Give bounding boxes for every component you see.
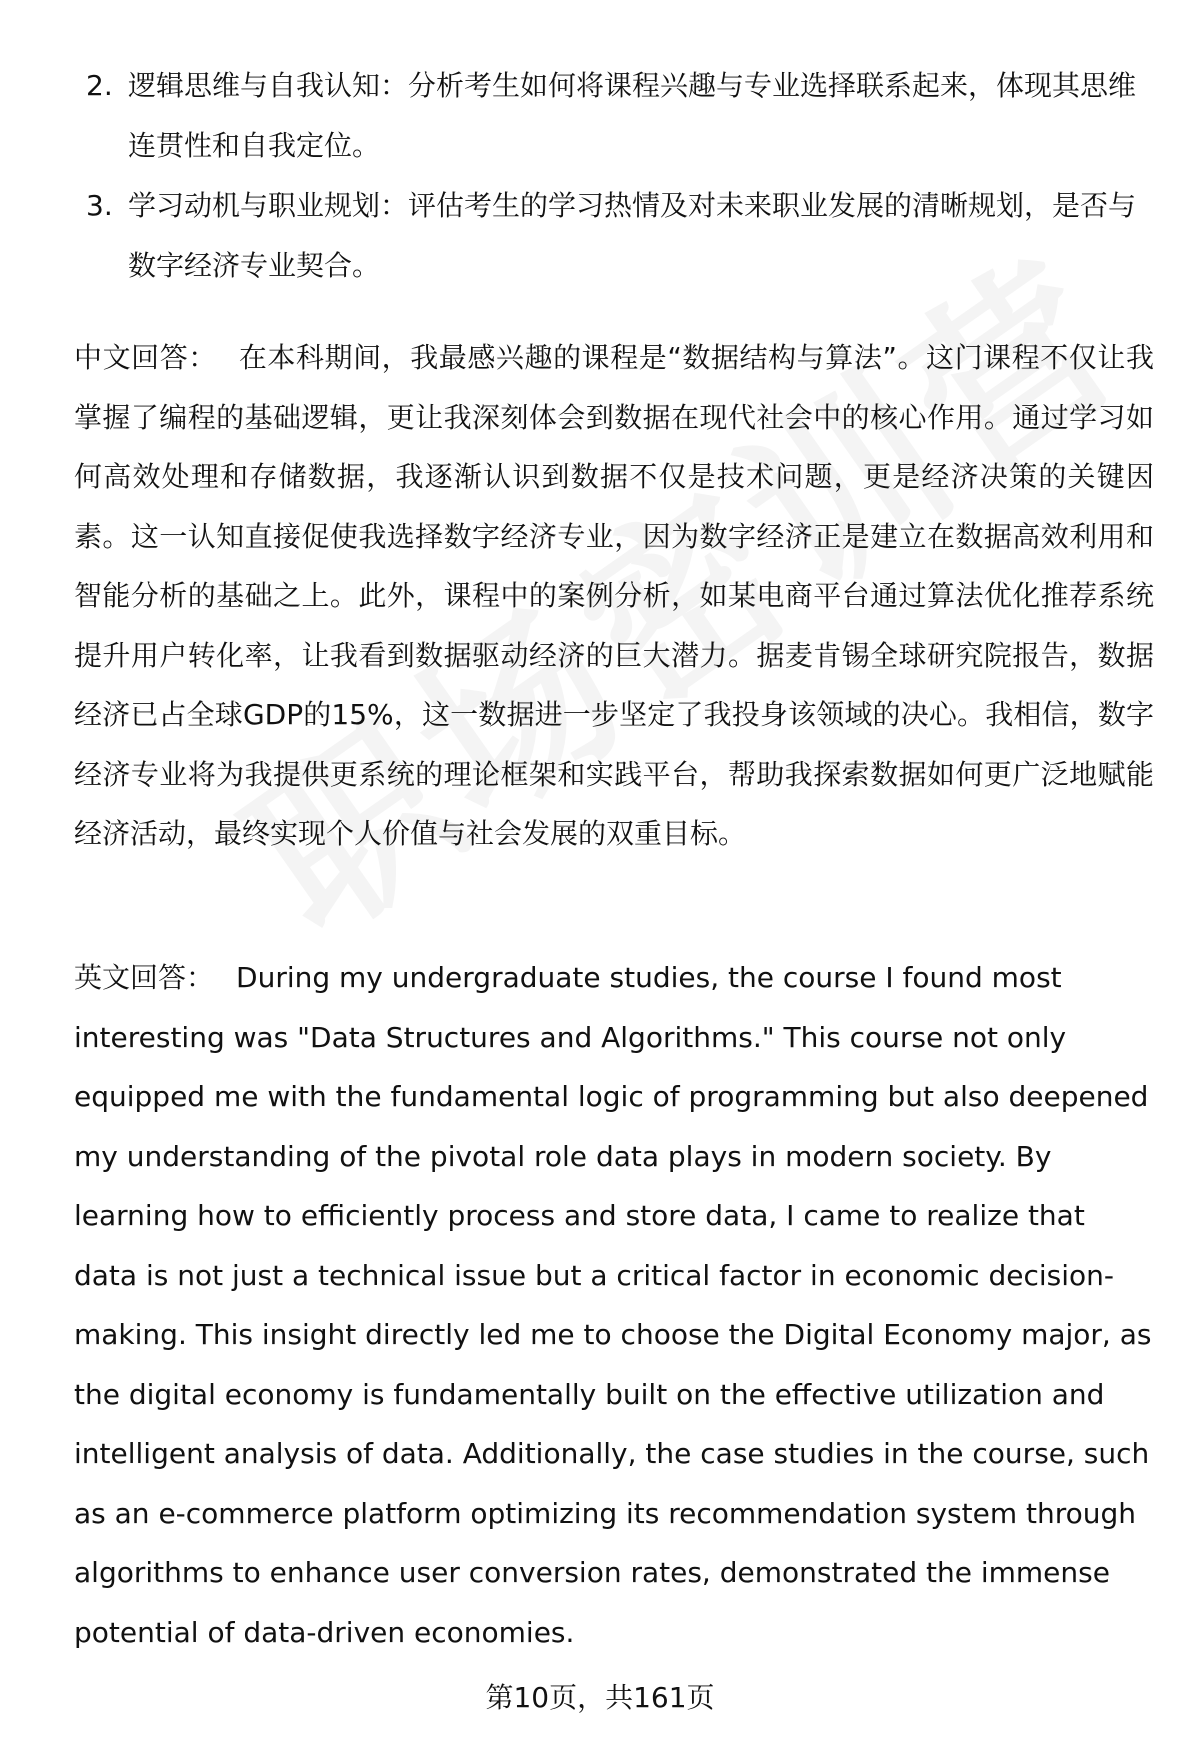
english-answer-label: 英文回答： xyxy=(74,961,215,994)
criteria-text: 学习动机与职业规划：评估考生的学习热情及对未来职业发展的清晰规划，是否与数字经济专业契合。 xyxy=(128,189,1137,282)
english-answer xyxy=(74,948,1154,1662)
chinese-answer-label: 中文回答： xyxy=(74,341,217,374)
page-footer: 第10页，共161页 xyxy=(485,1681,715,1714)
criteria-number: 2. xyxy=(86,69,113,102)
criteria-item xyxy=(74,176,1154,296)
chinese-answer-text: 在本科期间，我最感兴趣的课程是“数据结构与算法”。这门课程不仅让我掌握了编程的基础逻辑，更让我深刻体会到数据在现代社会中的核心作用。通过学习如何高效处理和存储数据，我逐渐认识到数据不仅是技术问题，更是经济决策的关键因素。这一认知直接促使我选择数字经济专业，因为数字经济正是建立在数据高效利用和智能分析的基础之上。此外，课程中的案例分析，如某电商平台通过算法优化推荐系统提升用户转化率，让我看到数据驱动经济的巨大潜力。据麦肯锡全球研究院报告，数据经济已占全球GDP的15%，这一数据进一步坚定了我投身该领域的决心。我相信，数字经济专业将为我提供更系统的理论框架和实践平台，帮助我探索数据如何更广泛地赋能经济活动，最终实现个人价值与社会发展的双重目标。 xyxy=(74,341,1154,850)
criteria-number: 3. xyxy=(86,189,113,222)
criteria-list xyxy=(74,56,1154,296)
chinese-answer xyxy=(74,328,1154,864)
criteria-text: 逻辑思维与自我认知：分析考生如何将课程兴趣与专业选择联系起来，体现其思维连贯性和自我定位。 xyxy=(128,69,1137,162)
criteria-item xyxy=(74,56,1154,176)
english-answer-text: During my undergraduate studies, the course I found most interesting was "Data Structures and Algorithms." This course not only equipped me with the fundamental logic of programming but also deepened my understanding of the pivotal role data plays in modern society. By learning how to efficiently process and store data, I came to realize that data is not just a technical issue but a critical factor in economic decision-making. This insight directly led me to choose the Digital Economy major, as the digital economy is fundamentally built on the effective utilization and intelligent analysis of data. Additionally, the case studies in the course, such as an e-commerce platform optimizing its recommendation system through algorithms to enhance user conversion rates, demonstrated the immense potential of data-driven economies. xyxy=(74,961,1152,1649)
